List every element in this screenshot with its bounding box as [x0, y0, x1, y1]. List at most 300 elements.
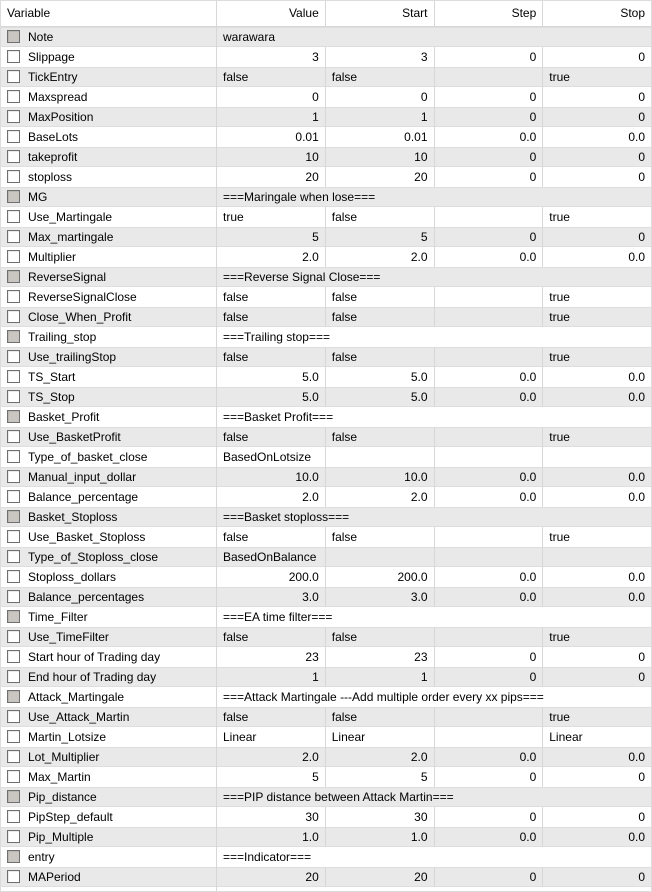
value-cell[interactable]: 3	[217, 47, 326, 67]
start-cell[interactable]: 20	[326, 867, 435, 887]
stop-cell[interactable]: true	[549, 290, 570, 304]
value-cell[interactable]: true	[217, 207, 326, 227]
variable-cell	[1, 87, 217, 107]
start-cell[interactable]: 30	[326, 807, 435, 827]
optimize-checkbox[interactable]	[7, 330, 20, 343]
start-cell[interactable]: 0.01	[326, 127, 435, 147]
optimize-checkbox[interactable]	[7, 410, 20, 423]
step-cell[interactable]: 0	[435, 47, 544, 67]
stop-cell[interactable]: true	[549, 210, 570, 224]
stop-cell[interactable]: 0.0	[628, 830, 645, 844]
step-cell[interactable]	[435, 447, 544, 467]
value-cell[interactable]: 5	[217, 227, 326, 247]
optimize-checkbox[interactable]	[7, 550, 20, 563]
optimize-checkbox[interactable]	[7, 830, 20, 843]
step-cell[interactable]	[435, 627, 544, 647]
start-cell[interactable]: 0	[326, 87, 435, 107]
step-cell[interactable]: 0	[435, 87, 544, 107]
table-row[interactable]	[1, 727, 651, 747]
step-cell[interactable]: 0	[435, 227, 544, 247]
stop-cell[interactable]: 0.0	[628, 130, 645, 144]
column-header-variable: Variable	[1, 1, 217, 26]
stop-cell[interactable]: Linear	[549, 730, 583, 744]
start-cell[interactable]: false	[326, 207, 435, 227]
stop-cell[interactable]: true	[549, 430, 570, 444]
optimize-checkbox[interactable]	[7, 370, 20, 383]
table-row[interactable]	[1, 867, 651, 887]
stop-cell[interactable]: 0	[638, 110, 645, 124]
table-row[interactable]	[1, 107, 651, 127]
stop-cell[interactable]: true	[549, 310, 570, 324]
value-cell[interactable]: false	[217, 627, 326, 647]
empty-variable-column	[1, 887, 217, 891]
step-cell[interactable]: 0	[435, 167, 544, 187]
variable-name: TS_Start	[28, 370, 76, 384]
optimize-checkbox[interactable]	[7, 250, 20, 263]
variable-name: Close_When_Profit	[28, 310, 132, 324]
variable-name: Stoploss_dollars	[28, 570, 117, 584]
optimize-checkbox[interactable]	[7, 210, 20, 223]
table-row[interactable]	[1, 567, 651, 587]
table-row[interactable]	[1, 367, 651, 387]
table-row-section[interactable]	[1, 27, 651, 47]
value-cell[interactable]: 10	[217, 147, 326, 167]
step-cell[interactable]: 0.0	[435, 127, 544, 147]
start-cell[interactable]: false	[326, 627, 435, 647]
step-cell[interactable]: 0.0	[435, 587, 544, 607]
value-cell[interactable]: 2.0	[217, 247, 326, 267]
optimize-checkbox[interactable]	[7, 110, 20, 123]
optimize-checkbox[interactable]	[7, 590, 20, 603]
value-cell[interactable]: 5.0	[217, 387, 326, 407]
variable-cell	[1, 707, 217, 727]
optimize-checkbox[interactable]	[7, 750, 20, 763]
start-cell[interactable]: 200.0	[326, 567, 435, 587]
step-cell[interactable]	[435, 347, 544, 367]
optimize-checkbox[interactable]	[7, 30, 20, 43]
section-span-cell: ===Basket stoploss===	[223, 510, 350, 524]
start-cell[interactable]: 5.0	[326, 387, 435, 407]
table-row-section[interactable]	[1, 507, 651, 527]
stop-cell[interactable]	[543, 447, 651, 467]
optimize-checkbox[interactable]	[7, 610, 20, 623]
variable-cell	[1, 647, 217, 667]
variable-name: Pip_distance	[28, 790, 97, 804]
stop-cell[interactable]: 0	[638, 670, 645, 684]
optimize-checkbox[interactable]	[7, 90, 20, 103]
variable-name: Basket_Stoploss	[28, 510, 118, 524]
step-cell[interactable]: 0	[435, 647, 544, 667]
table-row[interactable]	[1, 627, 651, 647]
table-row[interactable]	[1, 547, 651, 567]
step-cell[interactable]	[435, 207, 544, 227]
variable-name: Slippage	[28, 50, 75, 64]
variable-cell	[1, 407, 217, 427]
stop-cell[interactable]: 0	[638, 870, 645, 884]
step-cell[interactable]	[435, 527, 544, 547]
column-header-start: Start	[326, 1, 435, 26]
optimize-checkbox[interactable]	[7, 790, 20, 803]
optimize-checkbox[interactable]	[7, 710, 20, 723]
section-span-cell: ===PIP distance between Attack Martin===	[223, 790, 454, 804]
variable-cell	[1, 627, 217, 647]
start-cell[interactable]	[326, 547, 435, 567]
step-cell[interactable]: 0.0	[435, 567, 544, 587]
variable-name: MaxPosition	[28, 110, 94, 124]
section-span-cell: ===Basket Profit===	[223, 410, 334, 424]
variable-name: Start hour of Trading day	[28, 650, 161, 664]
table-row[interactable]	[1, 747, 651, 767]
section-span-cell: warawara	[223, 30, 276, 44]
optimize-checkbox[interactable]	[7, 270, 20, 283]
value-cell[interactable]: 23	[217, 647, 326, 667]
stop-cell[interactable]: 0	[638, 50, 645, 64]
optimize-checkbox[interactable]	[7, 870, 20, 883]
column-header-value: Value	[217, 1, 326, 26]
variable-cell	[1, 687, 217, 707]
stop-cell[interactable]	[543, 547, 651, 567]
variable-cell	[1, 587, 217, 607]
stop-cell[interactable]: true	[549, 70, 570, 84]
variable-name: Manual_input_dollar	[28, 470, 137, 484]
table-row[interactable]	[1, 707, 651, 727]
variable-cell	[1, 507, 217, 527]
table-row[interactable]	[1, 167, 651, 187]
start-cell[interactable]: false	[326, 427, 435, 447]
value-cell[interactable]: false	[217, 527, 326, 547]
step-cell[interactable]	[435, 307, 544, 327]
column-header-stop: Stop	[620, 6, 645, 20]
variable-cell	[1, 667, 217, 687]
value-cell[interactable]: BasedOnBalance	[217, 547, 326, 567]
variable-cell	[1, 827, 217, 847]
start-cell[interactable]: 1.0	[326, 827, 435, 847]
variable-cell	[1, 167, 217, 187]
start-cell[interactable]: 5	[326, 227, 435, 247]
optimize-checkbox[interactable]	[7, 530, 20, 543]
variable-cell	[1, 347, 217, 367]
value-cell[interactable]: Linear	[217, 727, 326, 747]
table-body	[1, 27, 651, 887]
optimize-checkbox[interactable]	[7, 130, 20, 143]
stop-cell[interactable]: 0	[638, 770, 645, 784]
value-cell[interactable]: false	[217, 287, 326, 307]
optimize-checkbox[interactable]	[7, 570, 20, 583]
stop-cell[interactable]: 0.0	[628, 390, 645, 404]
stop-cell[interactable]: 0.0	[628, 250, 645, 264]
variable-cell	[1, 447, 217, 467]
variable-cell	[1, 267, 217, 287]
table-row[interactable]	[1, 307, 651, 327]
optimize-checkbox[interactable]	[7, 150, 20, 163]
table-row-section[interactable]	[1, 327, 651, 347]
optimize-checkbox[interactable]	[7, 190, 20, 203]
optimize-checkbox[interactable]	[7, 690, 20, 703]
table-row[interactable]	[1, 807, 651, 827]
variable-name: End hour of Trading day	[28, 670, 157, 684]
table-row[interactable]	[1, 387, 651, 407]
value-cell[interactable]: 2.0	[217, 487, 326, 507]
table-row[interactable]	[1, 467, 651, 487]
start-cell[interactable]: 10.0	[326, 467, 435, 487]
table-row-section[interactable]	[1, 267, 651, 287]
step-cell[interactable]: 0.0	[435, 827, 544, 847]
variable-cell	[1, 147, 217, 167]
table-row-section[interactable]	[1, 607, 651, 627]
value-cell[interactable]: 1.0	[217, 827, 326, 847]
value-cell[interactable]: BasedOnLotsize	[217, 447, 326, 467]
value-cell[interactable]: 5.0	[217, 367, 326, 387]
stop-cell[interactable]: 0.0	[628, 750, 645, 764]
variable-cell	[1, 47, 217, 67]
optimize-checkbox[interactable]	[7, 650, 20, 663]
variable-name: Max_Martin	[28, 770, 91, 784]
variable-name: Attack_Martingale	[28, 690, 125, 704]
value-cell[interactable]: 1	[217, 107, 326, 127]
step-cell[interactable]: 0	[435, 867, 544, 887]
table-header-row	[1, 1, 651, 27]
optimize-checkbox[interactable]	[7, 170, 20, 183]
optimize-checkbox[interactable]	[7, 730, 20, 743]
start-cell[interactable]: 2.0	[326, 487, 435, 507]
start-cell[interactable]: 1	[326, 667, 435, 687]
table-row[interactable]	[1, 227, 651, 247]
step-cell[interactable]: 0	[435, 807, 544, 827]
start-cell[interactable]: 2.0	[326, 747, 435, 767]
variable-name: Type_of_Stoploss_close	[28, 550, 159, 564]
table-row[interactable]	[1, 647, 651, 667]
table-row[interactable]	[1, 247, 651, 267]
start-cell[interactable]	[326, 447, 435, 467]
value-cell[interactable]: false	[217, 707, 326, 727]
optimize-checkbox[interactable]	[7, 490, 20, 503]
variable-name: stoploss	[28, 170, 73, 184]
variable-cell	[1, 247, 217, 267]
variable-cell	[1, 427, 217, 447]
start-cell[interactable]: false	[326, 527, 435, 547]
table-row-section[interactable]	[1, 407, 651, 427]
stop-cell[interactable]: 0	[638, 150, 645, 164]
optimize-checkbox[interactable]	[7, 450, 20, 463]
table-row[interactable]	[1, 487, 651, 507]
start-cell[interactable]: false	[326, 707, 435, 727]
stop-cell[interactable]: 0.0	[628, 590, 645, 604]
table-row[interactable]	[1, 207, 651, 227]
table-empty-area	[1, 887, 651, 891]
variable-name: Basket_Profit	[28, 410, 100, 424]
stop-cell[interactable]: 0	[638, 810, 645, 824]
step-cell[interactable]: 0	[435, 107, 544, 127]
value-cell[interactable]: 0	[217, 87, 326, 107]
table-row[interactable]	[1, 147, 651, 167]
section-span-cell: ===Reverse Signal Close===	[223, 270, 381, 284]
table-row[interactable]	[1, 347, 651, 367]
section-span-cell: ===Indicator===	[223, 850, 312, 864]
start-cell[interactable]: 5	[326, 767, 435, 787]
optimize-checkbox[interactable]	[7, 630, 20, 643]
stop-cell[interactable]: 0.0	[628, 490, 645, 504]
variable-cell	[1, 287, 217, 307]
value-cell[interactable]: 2.0	[217, 747, 326, 767]
value-cell[interactable]: 5	[217, 767, 326, 787]
table-row-section[interactable]	[1, 787, 651, 807]
value-cell[interactable]: 200.0	[217, 567, 326, 587]
start-cell[interactable]: 2.0	[326, 247, 435, 267]
table-row-section[interactable]	[1, 687, 651, 707]
stop-cell[interactable]: 0.0	[628, 570, 645, 584]
value-cell[interactable]: 20	[217, 867, 326, 887]
step-cell[interactable]	[435, 727, 544, 747]
section-span-cell: ===Attack Martingale ---Add multiple order every xx pips===	[223, 690, 544, 704]
stop-cell[interactable]: 0	[638, 170, 645, 184]
step-cell[interactable]	[435, 67, 544, 87]
optimize-checkbox[interactable]	[7, 510, 20, 523]
table-row[interactable]	[1, 767, 651, 787]
optimize-checkbox[interactable]	[7, 850, 20, 863]
variable-name: TS_Stop	[28, 390, 75, 404]
step-cell[interactable]: 0.0	[435, 387, 544, 407]
stop-cell[interactable]: true	[549, 350, 570, 364]
table-row-section[interactable]	[1, 847, 651, 867]
step-cell[interactable]: 0	[435, 667, 544, 687]
start-cell[interactable]: 3	[326, 47, 435, 67]
step-cell[interactable]	[435, 707, 544, 727]
variable-cell	[1, 807, 217, 827]
variable-name: Balance_percentages	[28, 590, 145, 604]
variable-name: Use_Martingale	[28, 210, 113, 224]
table-row[interactable]	[1, 87, 651, 107]
variable-cell	[1, 387, 217, 407]
section-span-cell: ===EA time filter===	[223, 610, 333, 624]
optimize-checkbox[interactable]	[7, 770, 20, 783]
optimize-checkbox[interactable]	[7, 430, 20, 443]
optimize-checkbox[interactable]	[7, 290, 20, 303]
section-span-cell: ===Trailing stop===	[223, 330, 330, 344]
stop-cell[interactable]: true	[549, 530, 570, 544]
table-row[interactable]	[1, 67, 651, 87]
value-cell[interactable]: 1	[217, 667, 326, 687]
table-row[interactable]	[1, 127, 651, 147]
step-cell[interactable]: 0.0	[435, 467, 544, 487]
optimize-checkbox[interactable]	[7, 70, 20, 83]
start-cell[interactable]: 1	[326, 107, 435, 127]
section-span-cell: ===Maringale when lose===	[223, 190, 376, 204]
table-row[interactable]	[1, 447, 651, 467]
optimize-checkbox[interactable]	[7, 390, 20, 403]
table-row[interactable]	[1, 587, 651, 607]
variable-name: Use_trailingStop	[28, 350, 117, 364]
variable-cell	[1, 127, 217, 147]
start-cell[interactable]: 20	[326, 167, 435, 187]
start-cell[interactable]: 3.0	[326, 587, 435, 607]
value-cell[interactable]: false	[217, 347, 326, 367]
step-cell[interactable]: 0.0	[435, 487, 544, 507]
step-cell[interactable]: 0.0	[435, 247, 544, 267]
value-cell[interactable]: 0.01	[217, 127, 326, 147]
step-cell[interactable]: 0	[435, 147, 544, 167]
stop-cell[interactable]: 0	[638, 650, 645, 664]
start-cell[interactable]: 5.0	[326, 367, 435, 387]
start-cell[interactable]: false	[326, 67, 435, 87]
variable-name: Balance_percentage	[28, 490, 139, 504]
table-row-section[interactable]	[1, 187, 651, 207]
value-cell[interactable]: false	[217, 427, 326, 447]
step-cell[interactable]	[435, 427, 544, 447]
table-row[interactable]	[1, 287, 651, 307]
step-cell[interactable]: 0.0	[435, 747, 544, 767]
value-cell[interactable]: 30	[217, 807, 326, 827]
step-cell[interactable]	[435, 547, 544, 567]
variable-name: Max_martingale	[28, 230, 114, 244]
variable-name: TickEntry	[28, 70, 78, 84]
stop-cell[interactable]: 0.0	[628, 370, 645, 384]
stop-cell[interactable]: true	[549, 710, 570, 724]
value-cell[interactable]: false	[217, 67, 326, 87]
variable-name: entry	[28, 850, 55, 864]
variable-name: Note	[28, 30, 54, 44]
column-header-step: Step	[435, 1, 544, 26]
step-cell[interactable]: 0.0	[435, 367, 544, 387]
variable-cell	[1, 527, 217, 547]
value-cell[interactable]: false	[217, 307, 326, 327]
stop-cell[interactable]: 0	[638, 90, 645, 104]
start-cell[interactable]: Linear	[326, 727, 435, 747]
stop-cell[interactable]: 0.0	[628, 470, 645, 484]
optimize-checkbox[interactable]	[7, 350, 20, 363]
table-row[interactable]	[1, 667, 651, 687]
start-cell[interactable]: 23	[326, 647, 435, 667]
variable-cell	[1, 607, 217, 627]
variable-name: MAPeriod	[28, 870, 81, 884]
variable-name: Use_TimeFilter	[28, 630, 109, 644]
table-row[interactable]	[1, 47, 651, 67]
table-row[interactable]	[1, 827, 651, 847]
variable-cell	[1, 467, 217, 487]
variable-name: Use_Attack_Martin	[28, 710, 130, 724]
variable-cell	[1, 567, 217, 587]
stop-cell[interactable]: 0	[638, 230, 645, 244]
optimize-checkbox[interactable]	[7, 810, 20, 823]
start-cell[interactable]: false	[326, 347, 435, 367]
variable-cell	[1, 227, 217, 247]
variable-name: Martin_Lotsize	[28, 730, 107, 744]
start-cell[interactable]: 10	[326, 147, 435, 167]
optimize-checkbox[interactable]	[7, 470, 20, 483]
value-cell[interactable]: 10.0	[217, 467, 326, 487]
table-row[interactable]	[1, 427, 651, 447]
variable-name: PipStep_default	[28, 810, 113, 824]
table-row[interactable]	[1, 527, 651, 547]
variable-cell	[1, 487, 217, 507]
variable-name: Lot_Multiplier	[28, 750, 100, 764]
optimize-checkbox[interactable]	[7, 310, 20, 323]
optimize-checkbox[interactable]	[7, 670, 20, 683]
value-cell[interactable]: 3.0	[217, 587, 326, 607]
variable-cell	[1, 327, 217, 347]
value-cell[interactable]: 20	[217, 167, 326, 187]
variable-cell	[1, 207, 217, 227]
step-cell[interactable]	[435, 287, 544, 307]
optimize-checkbox[interactable]	[7, 50, 20, 63]
start-cell[interactable]: false	[326, 287, 435, 307]
start-cell[interactable]: false	[326, 307, 435, 327]
variable-name: Pip_Multiple	[28, 830, 94, 844]
step-cell[interactable]: 0	[435, 767, 544, 787]
optimize-checkbox[interactable]	[7, 230, 20, 243]
stop-cell[interactable]: true	[549, 630, 570, 644]
variable-name: Type_of_basket_close	[28, 450, 148, 464]
variable-name: takeprofit	[28, 150, 78, 164]
